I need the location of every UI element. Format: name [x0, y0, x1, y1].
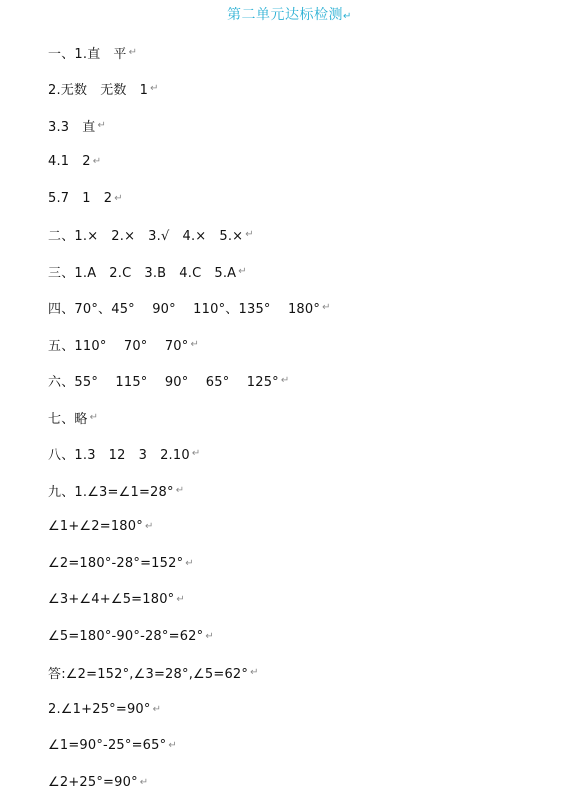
answer-text: 3.3 直 — [48, 119, 96, 135]
paragraph-mark-icon: ↵ — [175, 484, 185, 496]
answer-text: ∠3+∠4+∠5=180° — [48, 592, 175, 608]
answer-line — [48, 545, 559, 582]
answer-line — [48, 472, 559, 509]
answer-line — [48, 436, 559, 473]
paragraph-mark-icon: ↵ — [128, 46, 138, 58]
paragraph-mark-icon: ↵ — [97, 119, 107, 131]
answer-line — [48, 655, 559, 692]
answer-text: 五、110° 70° 70° — [48, 338, 189, 354]
answer-text: 九、1.∠3=∠1=28° — [48, 484, 174, 500]
answer-text: ∠1+∠2=180° — [48, 519, 143, 535]
answer-line — [48, 144, 559, 181]
answer-text: ∠2+25°=90° — [48, 774, 138, 790]
answer-text: 二、1.× 2.× 3.√ 4.× 5.× — [48, 229, 244, 245]
answer-line — [48, 290, 559, 327]
paragraph-mark-icon: ↵ — [343, 11, 352, 22]
answer-line — [48, 363, 559, 400]
answer-line — [48, 728, 559, 765]
paragraph-mark-icon: ↵ — [150, 83, 159, 95]
answer-line — [48, 691, 559, 728]
paragraph-mark-icon: ↵ — [245, 229, 254, 241]
answer-line — [48, 71, 559, 108]
answer-line — [48, 253, 559, 290]
paragraph-mark-icon: ↵ — [238, 265, 247, 277]
answer-text: 2.无数 无数 1 — [48, 83, 149, 99]
answer-line — [48, 399, 559, 436]
answer-text: 5.7 1 2 — [48, 190, 113, 206]
paragraph-mark-icon: ↵ — [250, 667, 259, 679]
answer-line — [48, 326, 559, 363]
answer-text: 答:∠2=152°,∠3=28°,∠5=62° — [48, 667, 249, 683]
paragraph-mark-icon: ↵ — [139, 776, 149, 788]
answer-line — [48, 618, 559, 655]
answer-text: 七、略 — [48, 411, 88, 427]
page-title-text: 第二单元达标检测 — [227, 7, 344, 23]
page-title — [0, 6, 579, 26]
paragraph-mark-icon: ↵ — [280, 375, 290, 387]
paragraph-mark-icon: ↵ — [89, 411, 99, 423]
answer-list — [48, 34, 559, 801]
answer-line — [48, 34, 559, 71]
paragraph-mark-icon: ↵ — [205, 630, 214, 642]
answer-line — [48, 764, 559, 801]
answer-line — [48, 582, 559, 619]
paragraph-mark-icon: ↵ — [190, 338, 200, 350]
paragraph-mark-icon: ↵ — [144, 521, 154, 533]
paragraph-mark-icon: ↵ — [322, 302, 331, 314]
answer-text: ∠1=90°-25°=65° — [48, 738, 167, 754]
paragraph-mark-icon: ↵ — [168, 740, 177, 752]
answer-text: 六、55° 115° 90° 65° 125° — [48, 375, 279, 391]
answer-text: 2.∠1+25°=90° — [48, 701, 151, 717]
answer-line — [48, 509, 559, 546]
paragraph-mark-icon: ↵ — [176, 594, 185, 606]
answer-line — [48, 217, 559, 254]
answer-text: ∠2=180°-28°=152° — [48, 555, 184, 571]
answer-text: 四、70°、45° 90° 110°、135° 180° — [48, 302, 321, 318]
paragraph-mark-icon: ↵ — [114, 192, 123, 204]
paragraph-mark-icon: ↵ — [185, 557, 194, 569]
paragraph-mark-icon: ↵ — [92, 156, 102, 168]
paragraph-mark-icon: ↵ — [191, 448, 201, 460]
paragraph-mark-icon: ↵ — [152, 703, 162, 715]
answer-text: 八、1.3 12 3 2.10 — [48, 448, 190, 464]
answer-text: 三、1.A 2.C 3.B 4.C 5.A — [48, 265, 237, 281]
answer-text: 一、1.直 平 — [48, 46, 127, 62]
answer-text: 4.1 2 — [48, 154, 91, 170]
answer-text: ∠5=180°-90°-28°=62° — [48, 628, 204, 644]
answer-line — [48, 180, 559, 217]
answer-line — [48, 107, 559, 144]
